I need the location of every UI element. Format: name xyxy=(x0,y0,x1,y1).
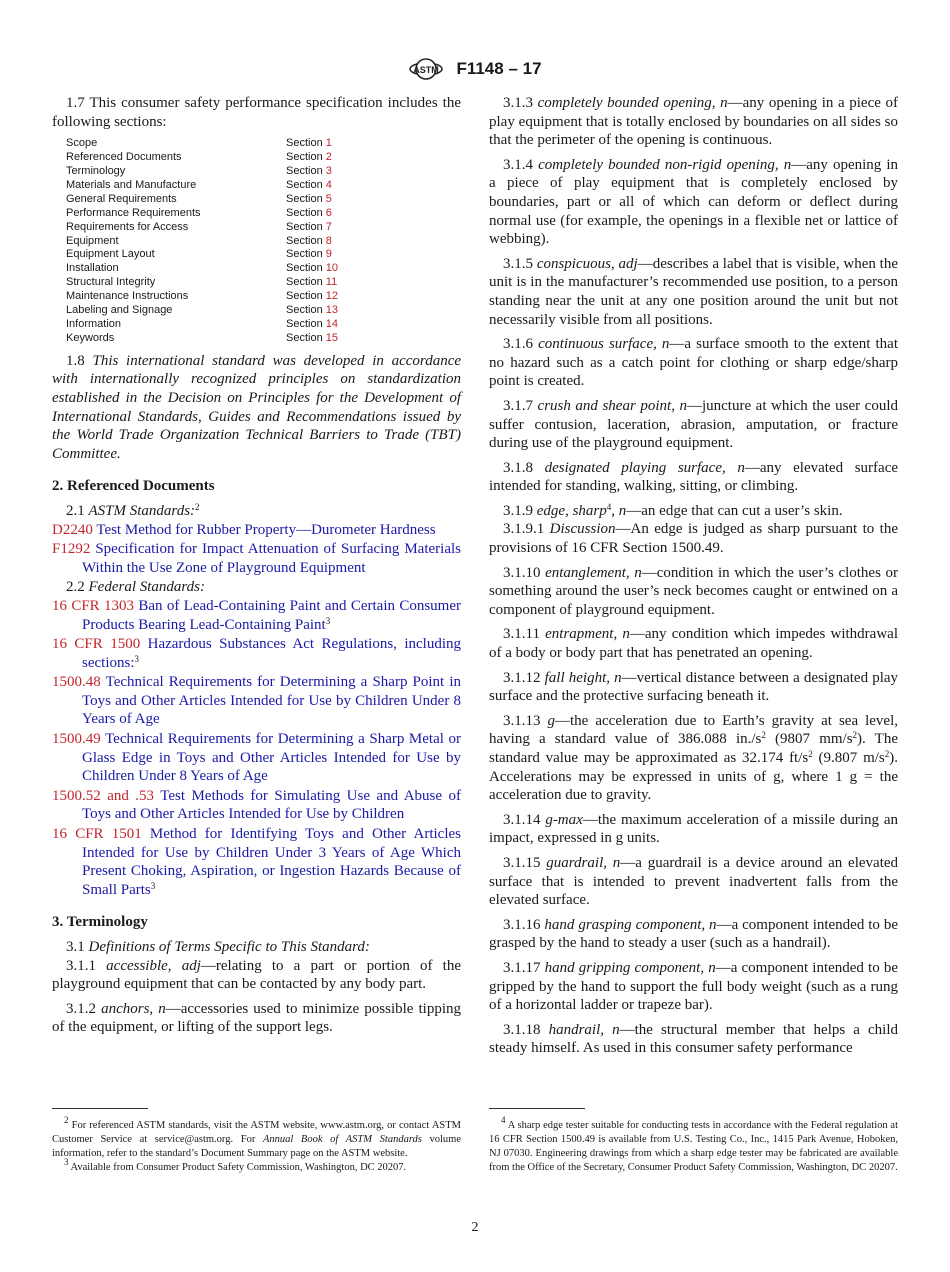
text-run: fall height, n xyxy=(544,669,622,686)
text-run: 3.1.5 xyxy=(503,255,537,272)
section-label: Section xyxy=(286,262,323,275)
text-run: —condition in which the user’s clothes or something around the user’s neck becomes caught or entwined on a component of playground equipment. xyxy=(489,564,898,618)
section-list-item xyxy=(66,221,461,235)
section-name: Performance Requirements xyxy=(66,206,201,219)
reference-entry xyxy=(52,673,461,729)
section-name: Equipment Layout xyxy=(66,248,155,261)
text-run: 1.8 xyxy=(66,352,93,369)
text-run: designated playing surface, n xyxy=(544,459,745,476)
text-run: 3.1.1 xyxy=(66,957,107,974)
reference-title-link[interactable]: Technical Requirements for Determining a Sharp Point in Toys and Other Articles Intended for Use by Children Under 8 Years of Age xyxy=(82,674,461,728)
left-column xyxy=(52,94,461,1043)
text-run: A sharp edge tester suitable for conducting tests in accordance with the Federal regulation at 16 CFR Section 1500.49 is available from U.S. Testing Co., Inc., 1415 Park Avenue, Hoboken, NJ 07030. Engineering drawings from which a sharp edge tester may be fabricated are available from the Office of the Secretary, Consumer Product Safety Commission, Washington, DC 20207. xyxy=(489,1120,898,1173)
footnote-marker[interactable]: 2 xyxy=(808,749,813,759)
text-run: ASTM Standards: xyxy=(88,502,196,519)
text-run: 3.1.2 xyxy=(66,1000,102,1017)
section-label: Section xyxy=(286,248,323,261)
astm-logo-icon xyxy=(408,56,444,82)
section-number-link[interactable]: 4 xyxy=(325,178,332,191)
svg-text:ASTM: ASTM xyxy=(413,65,440,75)
section-name: Requirements for Access xyxy=(66,220,189,233)
section-name: Structural Integrity xyxy=(66,276,156,289)
text-run: 2.2 xyxy=(66,579,89,596)
text-run: 3.1.18 xyxy=(503,1021,549,1038)
section-label: Section xyxy=(286,290,323,303)
reference-entry xyxy=(52,597,461,634)
text-run: conspicuous, adj xyxy=(536,255,638,272)
text-run: handrail, n xyxy=(548,1021,620,1038)
footnote-rule xyxy=(489,1108,585,1109)
text-run: —any opening in a piece of play equipment that is completely enclosed by boundaries, part or all of which can deform or deflect during normal use (for example, the openings in a flexible net or lattice of webbing). xyxy=(489,156,899,248)
text-run: Federal Standards: xyxy=(88,579,206,596)
text-run: —juncture at which the user could suffer contusion, laceration, abrasion, amputation, or fracture during use of the playground equipment. xyxy=(489,397,898,452)
paragraph xyxy=(52,1000,461,1037)
text-run: —any elevated surface intended for standing, walking, sitting, or climbing. xyxy=(489,459,899,495)
text-run: —describes a label that is visible, when the unit is in the manufacturer’s recommended use position, to a person standing near the unit at any one position around the unit but not necessarily visible from all positions. xyxy=(489,255,899,328)
right-column xyxy=(489,94,898,1064)
section-list-item xyxy=(66,262,461,276)
reference-entry xyxy=(52,521,461,540)
text-run: , n xyxy=(611,502,627,519)
paragraph xyxy=(489,459,898,496)
text-run: 3.1.7 xyxy=(503,397,538,414)
text-run: Discussion xyxy=(549,521,616,538)
section-name: Maintenance Instructions xyxy=(66,290,189,303)
text-run: hand grasping component, n xyxy=(544,916,717,933)
reference-title-link[interactable]: Ban of Lead-Containing Paint and Certain Consumer Products Bearing Lead-Containing Paint xyxy=(82,597,461,633)
section-label: Section xyxy=(286,192,323,205)
text-run: completely bounded non-rigid opening, n xyxy=(538,156,792,173)
paragraph xyxy=(489,397,898,453)
section-name: General Requirements xyxy=(66,192,177,205)
reference-code[interactable]: D2240 xyxy=(52,521,93,538)
text-run: continuous surface, n xyxy=(538,336,670,353)
section-list-item xyxy=(66,304,461,318)
reference-code[interactable]: 1500.49 xyxy=(52,731,101,748)
footnote-marker[interactable]: 2 xyxy=(884,749,890,759)
section-name: Scope xyxy=(66,137,98,150)
text-run: 3.1.14 xyxy=(503,811,546,828)
reference-title-link[interactable]: Method for Identifying Toys and Other Articles Intended for Use by Children Under 3 Years of Age Which Present Choking, Aspiration, or Ingestion Hazards Because of Small Parts xyxy=(82,826,461,898)
text-run: volume information, refer to the standard’s Document Summary page on the ASTM website. xyxy=(52,1134,461,1159)
paragraph xyxy=(489,94,898,150)
text-run: crush and shear point, n xyxy=(537,397,687,414)
footnote-marker[interactable]: 2 xyxy=(64,1115,69,1125)
reference-entry xyxy=(52,825,461,899)
text-run: g xyxy=(547,712,556,729)
section-label: Section xyxy=(286,276,323,289)
section-heading xyxy=(52,477,461,496)
paragraph xyxy=(489,520,898,557)
section-list-item xyxy=(66,137,461,151)
text-run: This international standard was developed in accordance with internationally recognized principles on standardization established in the Decision on Principles for the Development of International Standards, Guides and Recommendations issued by the World Trade Organization Technical Barriers to Trade (TBT) Committee. xyxy=(52,352,462,462)
reference-entry xyxy=(52,635,461,672)
text-run: (9.807 m/s xyxy=(812,750,885,766)
text-run: —any opening in a piece of play equipment that is totally enclosed by boundaries on all sides so that the perimeter of the opening is continuous. xyxy=(489,95,898,149)
footnote xyxy=(52,1157,461,1175)
section-label: Section xyxy=(286,206,323,219)
section-number-link[interactable]: 13 xyxy=(325,304,339,317)
section-list-item xyxy=(66,207,461,221)
page-number: 2 xyxy=(471,1220,479,1235)
footnote-rule xyxy=(52,1108,148,1109)
text-run: edge, sharp xyxy=(536,502,607,519)
reference-code[interactable]: 1500.48 xyxy=(52,674,101,691)
text-run: g-max xyxy=(545,811,583,828)
footnote-marker[interactable]: 2 xyxy=(761,730,766,741)
reference-code[interactable]: 1500.52 and .53 xyxy=(52,787,155,804)
text-run: 3.1.9.1 xyxy=(503,521,550,538)
paragraph xyxy=(489,916,898,953)
section-name: Labeling and Signage xyxy=(66,304,173,317)
section-label: Section xyxy=(286,331,323,344)
section-label: Section xyxy=(286,234,323,247)
text-run: 3.1.8 xyxy=(503,459,545,476)
section-list-item xyxy=(66,248,461,262)
text-run: 3. Terminology xyxy=(52,914,148,931)
text-run: 3.1.6 xyxy=(503,336,539,353)
paragraph xyxy=(489,255,898,329)
section-number-link[interactable]: 1 xyxy=(325,137,332,150)
reference-entry xyxy=(52,787,461,824)
section-label: Section xyxy=(286,304,323,317)
section-number-link[interactable]: 8 xyxy=(325,234,332,247)
paragraph xyxy=(489,669,898,706)
section-name: Referenced Documents xyxy=(66,151,182,164)
text-run: 1.7 This consumer safety performance specification includes the following sections: xyxy=(52,95,461,130)
text-run: 2.1 xyxy=(66,502,89,519)
paragraph xyxy=(489,1021,898,1058)
section-label: Section xyxy=(286,317,323,330)
section-name: Equipment xyxy=(66,234,119,247)
section-label: Section xyxy=(286,178,323,191)
section-list-item xyxy=(66,290,461,304)
text-run: —relating to a part or portion of the playground equipment that can be contacted by any body part. xyxy=(52,957,462,993)
section-number-link[interactable]: 10 xyxy=(325,262,339,275)
section-name: Materials and Manufacture xyxy=(66,178,197,191)
section-name: Installation xyxy=(66,262,119,275)
paragraph xyxy=(489,335,898,391)
section-number-link[interactable]: 12 xyxy=(325,290,339,303)
section-name: Information xyxy=(66,317,122,330)
footnote-marker[interactable]: 4 xyxy=(606,501,612,512)
section-number-link[interactable]: 3 xyxy=(325,165,332,177)
reference-title-link[interactable]: Test Methods for Simulating Use and Abuse of Toys and Other Articles Intended for Use by Children xyxy=(82,787,461,823)
section-list-item xyxy=(66,179,461,193)
reference-code[interactable]: 16 CFR 1500 xyxy=(52,636,141,653)
section-list-item xyxy=(66,165,461,179)
text-run: entrapment, n xyxy=(545,626,630,643)
section-list-item xyxy=(66,318,461,332)
reference-entry xyxy=(52,730,461,786)
reference-entry xyxy=(52,540,461,577)
footnote-marker[interactable]: 4 xyxy=(501,1115,506,1125)
section-list-item xyxy=(66,276,461,290)
text-run: —vertical distance between a designated play surface and the protective surfacing beneath it. xyxy=(489,669,899,705)
text-run: accessible, adj xyxy=(106,957,201,974)
text-run: 3.1.11 xyxy=(503,626,546,643)
section-list-item xyxy=(66,332,461,346)
paragraph xyxy=(489,854,898,910)
paragraph xyxy=(52,352,461,464)
text-run: 3.1.3 xyxy=(503,95,538,111)
section-number-link[interactable]: 11 xyxy=(325,276,338,289)
paragraph xyxy=(52,578,461,597)
text-run: —accessories used to minimize possible tipping of the equipment, or lifting of the support legs. xyxy=(52,1000,462,1036)
text-run: (9807 mm/s xyxy=(765,731,853,748)
footnote-marker[interactable]: 2 xyxy=(195,501,200,512)
text-run: —a guardrail is a device around an elevated surface that is intended to prevent inadvertent falls from the elevated surface. xyxy=(489,854,899,909)
reference-title-link[interactable]: Test Method for Rubber Property—Durometer Hardness xyxy=(92,521,436,538)
footnote xyxy=(489,1115,898,1175)
reference-code[interactable]: 16 CFR 1501 xyxy=(52,826,142,843)
section-heading xyxy=(52,913,461,932)
paragraph xyxy=(489,712,898,805)
paragraph xyxy=(52,94,461,131)
footnotes-left xyxy=(52,1108,461,1175)
footnote-marker[interactable]: 3 xyxy=(325,615,331,626)
text-run: ). The standard value may be approximated as 32.174 ft/s xyxy=(489,731,898,766)
text-run: —a component intended to be gripped by the hand to support the full body weight (such as a rung of a horizontal ladder or trapeze bar). xyxy=(489,959,898,1014)
reference-title-link[interactable]: Technical Requirements for Determining a Sharp Metal or Glass Edge in Toys and Other Articles Intended for Use by Children Under 8 Years of Age xyxy=(82,731,461,785)
section-number-link[interactable]: 7 xyxy=(325,220,332,233)
paragraph xyxy=(52,957,461,994)
text-run: Annual Book of ASTM Standards xyxy=(262,1134,422,1145)
paragraph xyxy=(52,502,461,521)
text-run: 2. Referenced Documents xyxy=(52,478,215,495)
text-run: For referenced ASTM standards, visit the ASTM website, www.astm.org, or contact ASTM Customer Service at service@astm.org. For xyxy=(52,1120,461,1145)
text-run: 3.1.15 xyxy=(503,854,547,871)
text-run: Available from Consumer Product Safety Commission, Washington, DC 20207. xyxy=(68,1162,407,1173)
paragraph xyxy=(489,625,898,662)
text-run: 3.1.16 xyxy=(503,916,545,933)
section-list-item xyxy=(66,235,461,249)
text-run: hand gripping component, n xyxy=(544,959,716,976)
reference-title-link[interactable]: Hazardous Substances Act Regulations, including sections: xyxy=(82,636,461,671)
section-number-link[interactable]: 14 xyxy=(325,317,339,330)
section-name: Terminology xyxy=(66,165,126,177)
text-run: 3.1 xyxy=(66,939,89,955)
text-run: —the structural member that helps a child steady himself. As used in this consumer safety performance xyxy=(489,1021,899,1057)
text-run: entanglement, n xyxy=(545,564,642,581)
text-run: —An edge is judged as sharp pursuant to the provisions of 16 CFR Section 1500.49. xyxy=(489,521,898,557)
section-label: Section xyxy=(286,151,323,164)
text-run: —the acceleration due to Earth’s gravity at sea level, having a standard value of 386.088 in./s xyxy=(489,712,899,748)
text-run: 3.1.13 xyxy=(503,712,548,729)
section-label: Section xyxy=(286,137,323,150)
footnote-marker[interactable]: 2 xyxy=(852,730,858,741)
footnote-marker[interactable]: 3 xyxy=(64,1157,69,1167)
text-run: 3.1.10 xyxy=(503,564,546,581)
footnotes-right xyxy=(489,1108,898,1175)
text-run: anchors, n xyxy=(101,1000,166,1017)
section-number-link[interactable]: 2 xyxy=(325,151,332,164)
reference-code[interactable]: 16 CFR 1303 xyxy=(52,597,135,614)
footnote-marker[interactable]: 3 xyxy=(134,653,139,664)
text-run: —a surface smooth to the extent that no hazard such as a catch point for clothing or sharp edge/sharp point is created. xyxy=(489,336,898,390)
reference-title-link[interactable]: Specification for Impact Attenuation of Surfacing Materials Within the Use Zone of Playground Equipment xyxy=(82,541,461,576)
section-label: Section xyxy=(286,165,323,177)
text-run: 3.1.17 xyxy=(503,959,545,976)
text-run: ). Accelerations may be expressed in units of g, where 1 g = the acceleration due to gravity. xyxy=(489,750,898,804)
section-list-item xyxy=(66,151,461,165)
paragraph xyxy=(489,156,898,249)
text-run: —the maximum acceleration of a missile during an impact, expressed in g units. xyxy=(489,811,899,847)
section-list-item xyxy=(66,193,461,207)
paragraph xyxy=(489,959,898,1015)
text-run: —any condition which impedes withdrawal of a body or body part that has penetrated an opening. xyxy=(489,626,898,662)
paragraph xyxy=(52,938,461,957)
section-number-link[interactable]: 15 xyxy=(325,331,339,344)
page-header xyxy=(0,56,950,82)
footnote xyxy=(52,1115,461,1161)
reference-code[interactable]: F1292 xyxy=(52,541,91,558)
text-run: completely bounded opening, n xyxy=(537,95,728,111)
section-number-link[interactable]: 9 xyxy=(325,248,332,261)
section-label: Section xyxy=(286,220,323,233)
text-run: 3.1.9 xyxy=(503,502,537,519)
section-number-link[interactable]: 6 xyxy=(325,206,332,219)
text-run: Definitions of Terms Specific to This Standard: xyxy=(88,939,370,955)
text-run: guardrail, n xyxy=(546,854,621,871)
text-run: 3.1.4 xyxy=(503,156,539,173)
paragraph xyxy=(489,502,898,521)
standard-designation: F1148 – 17 xyxy=(456,59,542,78)
text-run: —an edge that can cut a user’s skin. xyxy=(626,502,843,519)
text-run: 3.1.12 xyxy=(503,669,545,686)
section-number-link[interactable]: 5 xyxy=(325,192,332,205)
paragraph xyxy=(489,564,898,620)
text-run: —a component intended to be grasped by the hand to steady a user (such as a handrail). xyxy=(489,916,898,952)
sections-list xyxy=(66,137,461,346)
footnote-marker[interactable]: 3 xyxy=(150,880,156,891)
section-name: Keywords xyxy=(66,331,115,344)
paragraph xyxy=(489,811,898,848)
